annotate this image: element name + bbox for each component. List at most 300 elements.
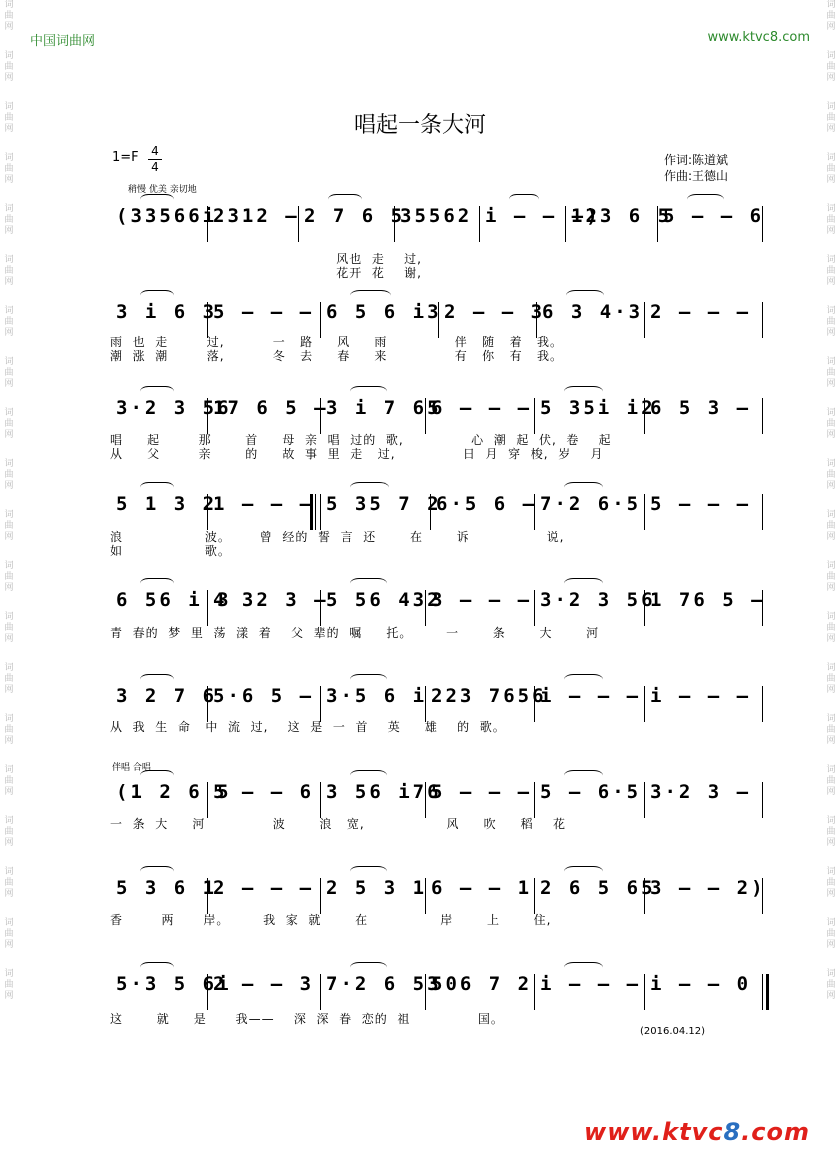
watermark-glyph: 曲 bbox=[826, 215, 836, 225]
site-name-left[interactable]: 中国词曲网 bbox=[30, 34, 96, 49]
watermark-part-1: www.ktvc bbox=[584, 1118, 724, 1146]
watermark-glyph: 词 bbox=[826, 408, 836, 418]
barline bbox=[644, 494, 645, 530]
measure: 6 – – – bbox=[431, 397, 533, 419]
song-title: 唱起一条大河 bbox=[353, 113, 486, 138]
score-row bbox=[110, 388, 762, 428]
barline bbox=[425, 686, 426, 722]
watermark-glyph: 词 bbox=[4, 357, 14, 367]
watermark-glyph: 词 bbox=[826, 663, 836, 673]
watermark-glyph: 词 bbox=[826, 969, 836, 979]
lyrics-line: 从 父 亲 的 故 事 里 走 过, 日 月 穿 梭, 岁 月 bbox=[110, 447, 604, 461]
measure: 5 – – – bbox=[431, 781, 533, 803]
slur bbox=[140, 482, 174, 493]
barline bbox=[534, 974, 535, 1010]
watermark-glyph: 词 bbox=[4, 51, 14, 61]
measure: 6 5 6 i3 bbox=[326, 301, 442, 323]
slur bbox=[509, 194, 539, 205]
barline bbox=[536, 302, 537, 338]
watermark-glyph: 曲 bbox=[826, 878, 836, 888]
time-signature bbox=[148, 144, 162, 175]
slur bbox=[140, 194, 174, 205]
watermark-glyph: 曲 bbox=[4, 11, 14, 21]
slur bbox=[564, 578, 603, 589]
barline bbox=[534, 878, 535, 914]
watermark-glyph: 曲 bbox=[826, 827, 836, 837]
slur bbox=[140, 962, 174, 973]
watermark-glyph: 网 bbox=[826, 685, 836, 695]
measure: 6 – – 1 bbox=[431, 877, 533, 899]
lyrics-line: 唱 起 那 首 母 亲 唱 过的 歌, 心 潮 起 伏, 卷 起 bbox=[110, 433, 612, 447]
measure: i – – – bbox=[650, 685, 752, 707]
watermark-glyph: 网 bbox=[4, 481, 14, 491]
lyrics-line: 雨 也 走 过, 一 路 风 雨 伴 随 着 我。 bbox=[110, 335, 564, 349]
repeat-barline bbox=[310, 494, 318, 530]
barline bbox=[207, 494, 208, 530]
measure: 5 35i i2 bbox=[540, 397, 656, 419]
watermark-glyph: 曲 bbox=[826, 317, 836, 327]
measure: i – – – bbox=[540, 973, 642, 995]
slur bbox=[140, 290, 174, 301]
watermark-glyph: 网 bbox=[4, 124, 14, 134]
watermark-glyph: 曲 bbox=[4, 521, 14, 531]
watermark-glyph: 词 bbox=[826, 765, 836, 775]
watermark-glyph: 网 bbox=[826, 634, 836, 644]
slur bbox=[564, 962, 603, 973]
barline bbox=[438, 302, 439, 338]
watermark-glyph: 网 bbox=[4, 328, 14, 338]
measure: 4 32 3 – bbox=[213, 589, 329, 611]
slur bbox=[564, 482, 603, 493]
watermark-glyph: 词 bbox=[4, 765, 14, 775]
measure: 223 7656 bbox=[431, 685, 547, 707]
measure: (1 2 6 5 bbox=[116, 781, 232, 803]
watermark-url[interactable] bbox=[584, 1118, 810, 1146]
barline bbox=[762, 302, 763, 338]
watermark-glyph: 网 bbox=[4, 22, 14, 32]
notes-line bbox=[110, 396, 762, 420]
watermark-glyph: 网 bbox=[826, 532, 836, 542]
barline bbox=[207, 590, 208, 626]
barline bbox=[644, 302, 645, 338]
measure: 1 – – – bbox=[213, 493, 315, 515]
measure: 3 i 7 65 bbox=[326, 397, 442, 419]
measure: i – – –) bbox=[485, 205, 601, 227]
watermark-glyph: 网 bbox=[826, 991, 836, 1001]
watermark-glyph: 词 bbox=[4, 867, 14, 877]
watermark-glyph: 网 bbox=[4, 430, 14, 440]
measure: (33566i bbox=[116, 205, 218, 227]
watermark-glyph: 网 bbox=[4, 685, 14, 695]
score-row bbox=[110, 196, 765, 236]
watermark-glyph: 词 bbox=[826, 255, 836, 265]
barline bbox=[425, 878, 426, 914]
measure: 17 6 5 – bbox=[213, 397, 329, 419]
meter-top: 4 bbox=[151, 144, 159, 158]
watermark-glyph: 网 bbox=[826, 889, 836, 899]
watermark-glyph: 曲 bbox=[826, 674, 836, 684]
measure: 3·5 6 i bbox=[326, 685, 428, 707]
watermark-glyph: 曲 bbox=[4, 164, 14, 174]
barline bbox=[762, 686, 763, 722]
watermark-glyph: 网 bbox=[4, 277, 14, 287]
watermark-glyph: 词 bbox=[826, 51, 836, 61]
measure: 2 – – 3 bbox=[213, 973, 315, 995]
barline bbox=[207, 398, 208, 434]
watermark-glyph: 曲 bbox=[4, 266, 14, 276]
watermark-glyph: 曲 bbox=[4, 62, 14, 72]
barline bbox=[644, 878, 645, 914]
slur bbox=[140, 578, 174, 589]
slur bbox=[564, 866, 603, 877]
slur bbox=[140, 866, 174, 877]
watermark-glyph: 词 bbox=[4, 306, 14, 316]
watermark-glyph: 曲 bbox=[826, 776, 836, 786]
watermark-glyph: 曲 bbox=[826, 980, 836, 990]
barline bbox=[762, 590, 763, 626]
score-row bbox=[110, 964, 762, 1004]
lyrics-line: 一 条 大 河 波 浪 宽, 风 吹 稻 花 bbox=[110, 817, 566, 831]
watermark-glyph: 词 bbox=[826, 918, 836, 928]
notes-line bbox=[110, 300, 762, 324]
watermark-glyph: 曲 bbox=[4, 215, 14, 225]
measure: 3·2 3 56 bbox=[116, 397, 232, 419]
measure: 5 – – – bbox=[213, 301, 315, 323]
measure: 5 56 432 bbox=[326, 589, 442, 611]
barline bbox=[534, 686, 535, 722]
barline bbox=[762, 206, 763, 242]
barline bbox=[762, 782, 763, 818]
measure: 6·5 6 – bbox=[436, 493, 538, 515]
watermark-glyph: 网 bbox=[826, 583, 836, 593]
site-url-right[interactable]: www.ktvc8.com bbox=[707, 30, 810, 45]
score-row bbox=[110, 292, 762, 332]
barline bbox=[320, 590, 321, 626]
watermark-glyph: 网 bbox=[826, 787, 836, 797]
watermark-glyph: 网 bbox=[4, 532, 14, 542]
measure: 7·2 6 53 bbox=[326, 973, 442, 995]
watermark-glyph: 曲 bbox=[826, 725, 836, 735]
measure: 2312 – bbox=[213, 205, 300, 227]
lyrics-line: 风也 走 过, bbox=[110, 252, 422, 266]
watermark-glyph: 词 bbox=[826, 153, 836, 163]
slur bbox=[140, 674, 174, 685]
measure: 5 3 6 1 bbox=[116, 877, 218, 899]
watermark-glyph: 词 bbox=[4, 561, 14, 571]
slur bbox=[140, 386, 174, 397]
watermark-glyph: 曲 bbox=[826, 11, 836, 21]
barline bbox=[534, 398, 535, 434]
watermark-glyph: 网 bbox=[826, 940, 836, 950]
watermark-glyph: 词 bbox=[826, 714, 836, 724]
watermark-glyph: 网 bbox=[826, 328, 836, 338]
watermark-glyph: 曲 bbox=[826, 419, 836, 429]
barline bbox=[320, 302, 321, 338]
watermark-glyph: 词 bbox=[4, 102, 14, 112]
measure: 3 i 6 3 bbox=[116, 301, 218, 323]
barline bbox=[320, 494, 321, 530]
watermark-glyph: 词 bbox=[4, 816, 14, 826]
watermark-part-2: 8 bbox=[723, 1118, 742, 1146]
watermark-glyph: 曲 bbox=[826, 164, 836, 174]
measure: 5 35 7 2 bbox=[326, 493, 442, 515]
barline bbox=[320, 686, 321, 722]
watermark-glyph: 曲 bbox=[4, 572, 14, 582]
measure: 3·2 3 56 bbox=[540, 589, 656, 611]
slur bbox=[350, 290, 391, 301]
barline bbox=[644, 398, 645, 434]
lyrics-line: 从 我 生 命 中 流 过, 这 是 一 首 英 雄 的 歌。 bbox=[110, 720, 506, 734]
final-barline bbox=[762, 974, 763, 1010]
watermark-glyph: 曲 bbox=[4, 827, 14, 837]
barline bbox=[644, 686, 645, 722]
notes-line bbox=[110, 684, 762, 708]
lyrics-line: 这 就 是 我—— 深 深 眷 恋的 祖 国。 bbox=[110, 1012, 504, 1026]
notes-line bbox=[110, 492, 762, 516]
barline bbox=[207, 302, 208, 338]
barline bbox=[425, 398, 426, 434]
slur bbox=[687, 194, 724, 205]
watermark-glyph: 网 bbox=[4, 175, 14, 185]
watermark-glyph: 曲 bbox=[4, 470, 14, 480]
notes-line bbox=[110, 876, 766, 900]
watermark-glyph: 词 bbox=[4, 459, 14, 469]
notes-line bbox=[110, 972, 762, 996]
measure: 7·2 6·5 bbox=[540, 493, 642, 515]
slur bbox=[350, 674, 387, 685]
measure: 5 1 3 2 bbox=[116, 493, 218, 515]
watermark-glyph: 曲 bbox=[4, 419, 14, 429]
score-row bbox=[110, 676, 762, 716]
watermark-glyph: 词 bbox=[4, 153, 14, 163]
barline bbox=[430, 494, 431, 530]
barline bbox=[298, 206, 299, 242]
watermark-glyph: 曲 bbox=[4, 776, 14, 786]
watermark-glyph: 网 bbox=[4, 940, 14, 950]
measure: 3 2 7 6 bbox=[116, 685, 218, 707]
barline bbox=[644, 590, 645, 626]
lyrics-line: 浪 波。 曾 经的 誓 言 还 在 诉 说, bbox=[110, 530, 565, 544]
barline bbox=[425, 782, 426, 818]
notes-line bbox=[110, 204, 765, 228]
measure: 2 5 3 1 bbox=[326, 877, 428, 899]
watermark-glyph: 词 bbox=[4, 918, 14, 928]
slur bbox=[350, 386, 387, 397]
measure: 2 – – 3 bbox=[444, 301, 546, 323]
chorus-note: 伴唱 合唱 bbox=[112, 763, 151, 773]
watermark-glyph: 词 bbox=[826, 459, 836, 469]
watermark-glyph: 曲 bbox=[4, 674, 14, 684]
lyrics-line: 潮 涨 潮 落, 冬 去 春 来 有 你 有 我。 bbox=[110, 349, 564, 363]
watermark-glyph: 曲 bbox=[4, 725, 14, 735]
measure: 5·6 5 – bbox=[213, 685, 315, 707]
barline bbox=[479, 206, 480, 242]
lyrics-line: 香 两 岸。 我 家 就 在 岸 上 住, bbox=[110, 913, 552, 927]
watermark-glyph: 曲 bbox=[826, 929, 836, 939]
notes-line bbox=[110, 780, 762, 804]
barline bbox=[207, 782, 208, 818]
watermark-glyph: 词 bbox=[826, 357, 836, 367]
slur bbox=[350, 962, 387, 973]
barline bbox=[565, 206, 566, 242]
slur bbox=[564, 770, 603, 781]
watermark-glyph: 词 bbox=[4, 204, 14, 214]
watermark-glyph: 曲 bbox=[826, 62, 836, 72]
measure: 506 7 2 bbox=[431, 973, 533, 995]
tempo-marking: 稍慢 优美 亲切地 bbox=[128, 185, 197, 195]
measure: 123 6 5 bbox=[571, 205, 673, 227]
composition-date: (2016.04.12) bbox=[640, 1026, 706, 1037]
watermark-glyph: 词 bbox=[4, 408, 14, 418]
credits bbox=[664, 152, 728, 184]
watermark-glyph: 词 bbox=[4, 255, 14, 265]
slur bbox=[350, 866, 387, 877]
barline bbox=[425, 974, 426, 1010]
barline bbox=[207, 686, 208, 722]
barline bbox=[320, 878, 321, 914]
watermark-part-3: .com bbox=[741, 1118, 810, 1146]
watermark-glyph: 词 bbox=[826, 816, 836, 826]
watermark-glyph: 曲 bbox=[826, 623, 836, 633]
watermark-glyph: 曲 bbox=[826, 521, 836, 531]
watermark-glyph: 网 bbox=[826, 277, 836, 287]
watermark-glyph: 词 bbox=[826, 102, 836, 112]
lyrics-line: 青 春的 梦 里 荡 漾 着 父 辈的 嘱 托。 一 条 大 河 bbox=[110, 626, 600, 640]
barline bbox=[657, 206, 658, 242]
watermark-glyph: 曲 bbox=[826, 470, 836, 480]
watermark-glyph: 网 bbox=[826, 736, 836, 746]
watermark-glyph: 词 bbox=[826, 0, 836, 10]
measure: 6 3 4·3 bbox=[542, 301, 644, 323]
score-row bbox=[110, 772, 762, 812]
watermark-glyph: 曲 bbox=[4, 623, 14, 633]
watermark-glyph: 曲 bbox=[4, 368, 14, 378]
watermark-glyph: 网 bbox=[4, 226, 14, 236]
measure: 3·2 3 – bbox=[650, 781, 752, 803]
watermark-glyph: 网 bbox=[4, 838, 14, 848]
measure: 2 – – – bbox=[213, 877, 315, 899]
barline bbox=[320, 782, 321, 818]
slur bbox=[350, 578, 387, 589]
notes-line bbox=[110, 588, 766, 612]
watermark-glyph: 曲 bbox=[4, 878, 14, 888]
barline bbox=[762, 494, 763, 530]
watermark-glyph: 网 bbox=[4, 889, 14, 899]
measure: 2 7 6 5 bbox=[304, 205, 406, 227]
slur bbox=[328, 194, 362, 205]
watermark-glyph: 曲 bbox=[4, 980, 14, 990]
watermark-glyph: 词 bbox=[4, 0, 14, 10]
slur bbox=[350, 770, 387, 781]
measure: 5 – – – bbox=[650, 493, 752, 515]
right-watermark-column bbox=[822, 0, 840, 1169]
barline bbox=[644, 782, 645, 818]
barline bbox=[762, 398, 763, 434]
barline bbox=[207, 974, 208, 1010]
barline bbox=[394, 206, 395, 242]
barline bbox=[762, 878, 763, 914]
lyricist: 作词:陈道斌 bbox=[664, 153, 729, 167]
score-row bbox=[110, 868, 766, 908]
measure: 3 56 i76 bbox=[326, 781, 442, 803]
barline bbox=[320, 398, 321, 434]
slur bbox=[350, 482, 389, 493]
watermark-glyph: 词 bbox=[4, 510, 14, 520]
watermark-glyph: 网 bbox=[826, 226, 836, 236]
score-row bbox=[110, 484, 762, 524]
measure: i – – 0 bbox=[650, 973, 752, 995]
measure: 2 6 5 65 bbox=[540, 877, 656, 899]
watermark-glyph: 网 bbox=[826, 838, 836, 848]
watermark-glyph: 网 bbox=[4, 583, 14, 593]
barline bbox=[644, 974, 645, 1010]
measure: i – – – bbox=[540, 685, 642, 707]
composer: 作曲:王德山 bbox=[664, 169, 729, 183]
watermark-glyph: 网 bbox=[4, 73, 14, 83]
watermark-glyph: 曲 bbox=[826, 572, 836, 582]
watermark-glyph: 词 bbox=[826, 561, 836, 571]
slur bbox=[564, 674, 603, 685]
watermark-glyph: 曲 bbox=[4, 113, 14, 123]
watermark-glyph: 网 bbox=[4, 787, 14, 797]
watermark-glyph: 词 bbox=[826, 510, 836, 520]
watermark-glyph: 词 bbox=[826, 306, 836, 316]
barline bbox=[534, 590, 535, 626]
measure: 5 – 6·5 bbox=[540, 781, 642, 803]
watermark-glyph: 词 bbox=[826, 612, 836, 622]
watermark-glyph: 曲 bbox=[826, 266, 836, 276]
watermark-glyph: 曲 bbox=[826, 368, 836, 378]
measure: 6 56 i 3 bbox=[116, 589, 232, 611]
watermark-glyph: 网 bbox=[4, 634, 14, 644]
watermark-glyph: 词 bbox=[4, 969, 14, 979]
lyrics-line: 花开 花 谢, bbox=[110, 266, 422, 280]
watermark-glyph: 网 bbox=[826, 379, 836, 389]
measure: 5·3 5 6i bbox=[116, 973, 232, 995]
measure: 6 5 3 – bbox=[650, 397, 752, 419]
meter-bottom: 4 bbox=[148, 159, 162, 175]
barline bbox=[425, 590, 426, 626]
barline bbox=[534, 494, 535, 530]
barline bbox=[207, 206, 208, 242]
watermark-glyph: 词 bbox=[4, 663, 14, 673]
watermark-glyph: 网 bbox=[4, 991, 14, 1001]
score-row bbox=[110, 580, 766, 620]
watermark-glyph: 网 bbox=[826, 430, 836, 440]
watermark-glyph: 词 bbox=[4, 612, 14, 622]
measure: 3 – – – bbox=[431, 589, 533, 611]
measure: 5 – – 6 bbox=[213, 781, 315, 803]
watermark-glyph: 网 bbox=[826, 124, 836, 134]
measure: 35562 bbox=[400, 205, 473, 227]
measure: 1 76 5 – bbox=[650, 589, 766, 611]
measure: 3 – – 2) bbox=[650, 877, 766, 899]
lyrics-line: 如 歌。 bbox=[110, 544, 231, 558]
measure: 5 – – 6 bbox=[663, 205, 765, 227]
watermark-glyph: 词 bbox=[826, 204, 836, 214]
watermark-glyph: 网 bbox=[826, 22, 836, 32]
watermark-glyph: 网 bbox=[826, 481, 836, 491]
left-watermark-column bbox=[0, 0, 18, 1169]
watermark-glyph: 词 bbox=[826, 867, 836, 877]
slur bbox=[566, 290, 604, 301]
watermark-glyph: 网 bbox=[826, 175, 836, 185]
measure: 2 – – – bbox=[650, 301, 752, 323]
watermark-glyph: 曲 bbox=[4, 317, 14, 327]
watermark-glyph: 网 bbox=[4, 379, 14, 389]
watermark-glyph: 曲 bbox=[4, 929, 14, 939]
watermark-glyph: 曲 bbox=[826, 113, 836, 123]
